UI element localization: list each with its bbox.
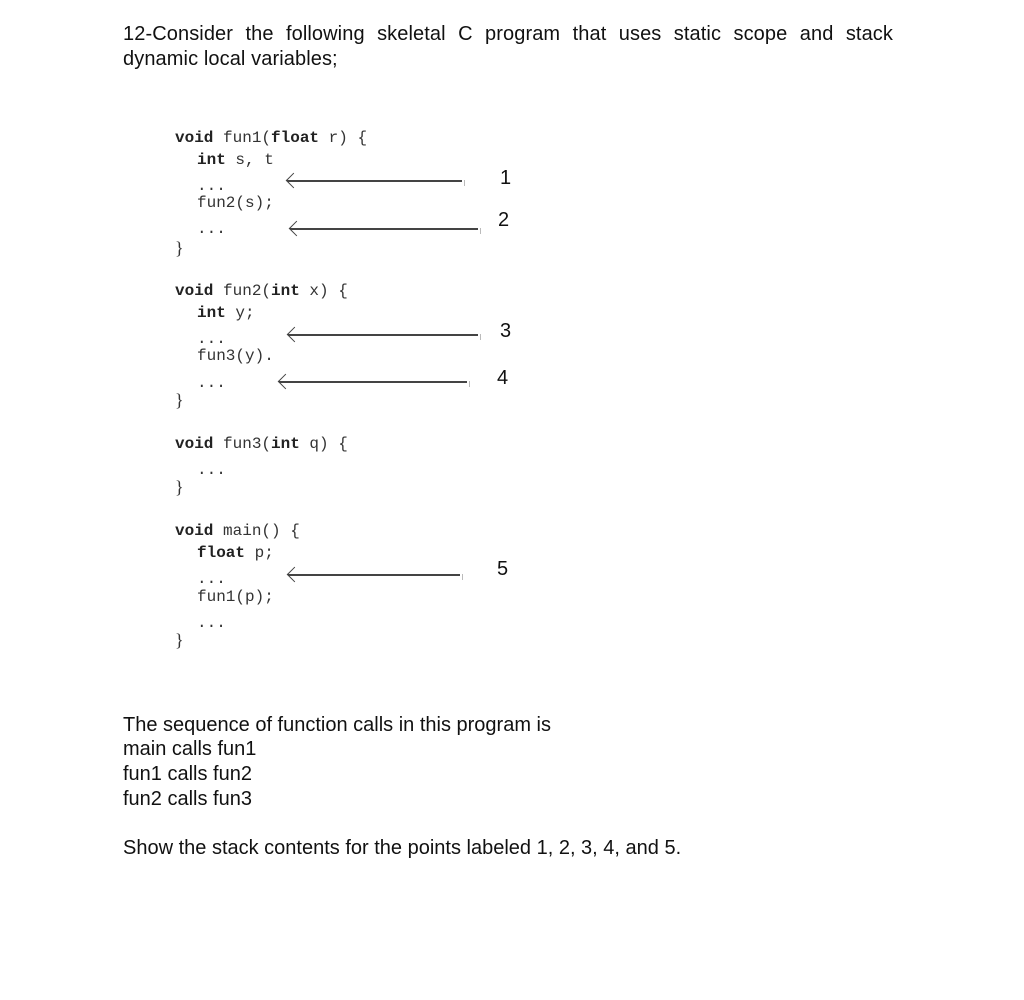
arrow-point-2 xyxy=(290,223,478,235)
fun3-ellipsis: ... xyxy=(197,461,226,479)
point-label-4: 4 xyxy=(497,367,509,389)
fun2-close-brace: } xyxy=(175,390,184,410)
fun1-ellipsis-1: ... xyxy=(197,177,226,195)
question-line-2: dynamic local variables; xyxy=(123,48,338,70)
fun1-call-fun2: fun2(s); xyxy=(197,194,274,212)
question-line-1: 12-Consider the following skeletal C program that uses static scope and stack xyxy=(123,23,893,45)
fun1-declaration: int s, t xyxy=(197,151,274,169)
arrow-point-4 xyxy=(279,376,467,388)
main-ellipsis-1: ... xyxy=(197,570,226,588)
fun1-signature: void fun1(float r) { xyxy=(175,129,368,147)
question-text xyxy=(123,22,893,72)
fun2-declaration: int y; xyxy=(197,304,255,322)
sequence-call-3: fun2 calls fun3 xyxy=(123,788,252,810)
arrow-left-icon xyxy=(287,567,303,583)
fun1-close-brace: } xyxy=(175,238,184,258)
sequence-call-1: main calls fun1 xyxy=(123,738,257,760)
task-instruction: Show the stack contents for the points labeled 1, 2, 3, 4, and 5. xyxy=(123,837,682,859)
point-label-1: 1 xyxy=(500,167,512,189)
main-declaration: float p; xyxy=(197,544,274,562)
arrow-left-icon xyxy=(289,221,305,237)
fun3-signature: void fun3(int q) { xyxy=(175,435,348,453)
fun2-ellipsis-1: ... xyxy=(197,330,226,348)
sequence-call-2: fun1 calls fun2 xyxy=(123,763,252,785)
main-signature: void main() { xyxy=(175,522,300,540)
arrow-left-icon xyxy=(287,327,303,343)
fun2-signature: void fun2(int x) { xyxy=(175,282,348,300)
fun2-ellipsis-2: ... xyxy=(197,374,226,392)
main-close-brace: } xyxy=(175,630,184,650)
fun1-ellipsis-2: ... xyxy=(197,220,226,238)
fun3-close-brace: } xyxy=(175,477,184,497)
arrow-left-icon xyxy=(286,173,302,189)
point-label-5: 5 xyxy=(497,558,509,580)
point-label-2: 2 xyxy=(498,209,510,231)
point-label-3: 3 xyxy=(500,320,512,342)
arrow-left-icon xyxy=(278,374,294,390)
arrow-point-3 xyxy=(288,329,478,341)
fun2-call-fun3: fun3(y). xyxy=(197,347,274,365)
arrow-point-1 xyxy=(287,175,462,187)
sequence-title: The sequence of function calls in this program is xyxy=(123,714,551,736)
main-ellipsis-2: ... xyxy=(197,614,226,632)
main-call-fun1: fun1(p); xyxy=(197,588,274,606)
arrow-point-5 xyxy=(288,569,460,581)
